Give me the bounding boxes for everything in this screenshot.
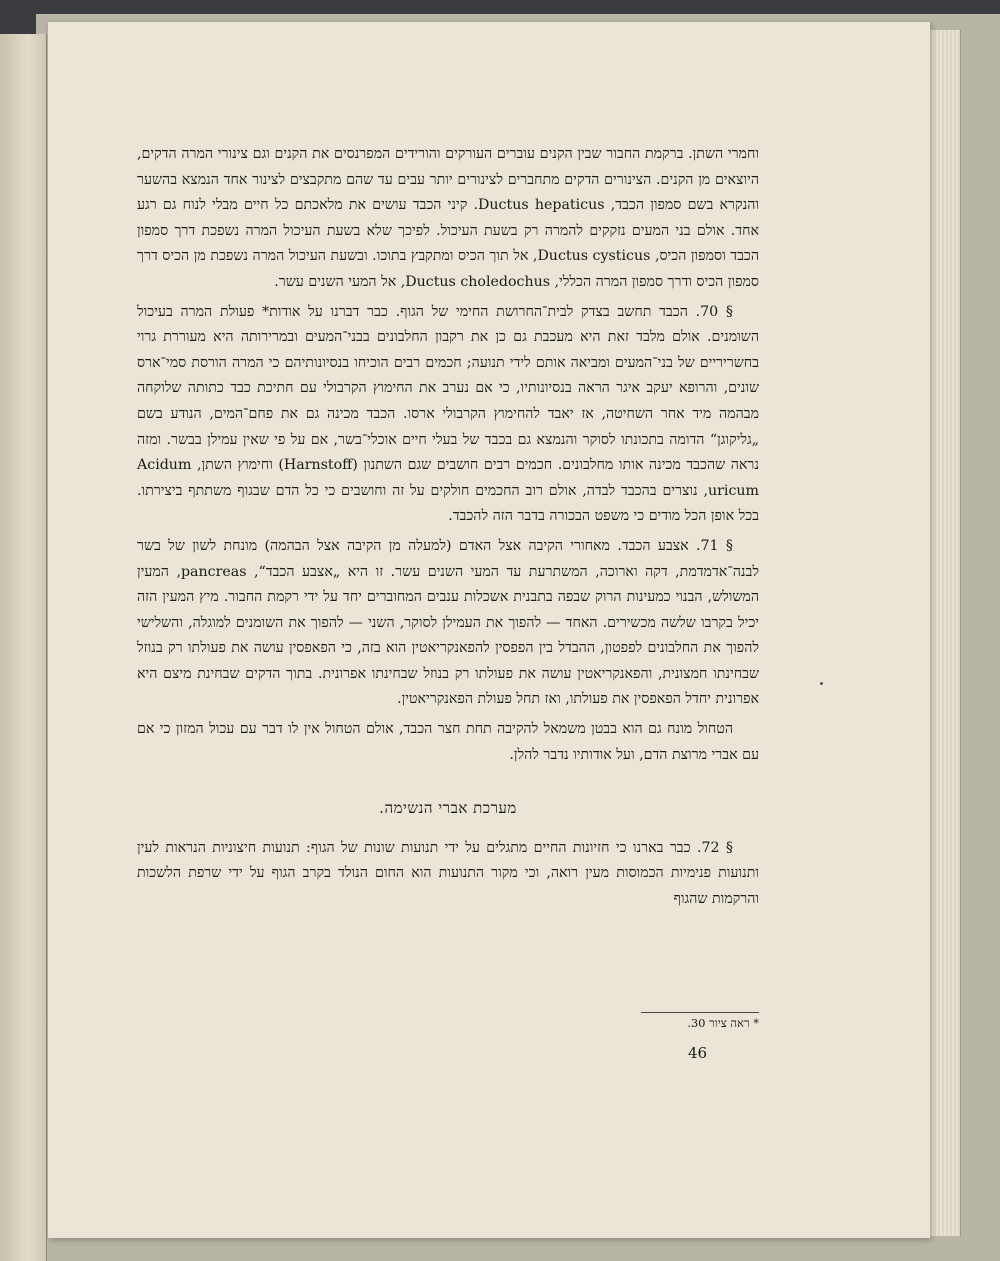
page-number: 46 xyxy=(688,1044,708,1062)
paragraph-72: § 72. כבר בארנו כי חזיונות החיים מתגלים על ידי תנועות שונות של הגוף: תנועות חיצוניות הנראות לעין ותנועות פנימיות הכמוסות מעין רואה, וכי מקור התנועות הוא החום הנולד בקרב הגוף על ידי שרפת הלשכות והרקמות שהגוף xyxy=(137,839,759,908)
left-page-edge xyxy=(0,34,47,1261)
footnote-rule xyxy=(641,1012,759,1013)
footnote: * ראה ציור 30. xyxy=(687,1016,759,1030)
paragraph-spleen: הטחול מונח גם הוא בבטן משמאל להקיבה תחת חצר הכבד, אולם הטחול אין לו דבר עם עכול המזון כי אם עם אברי מרוצת הדם, ועל אודותיו נדבר להלן. xyxy=(137,721,759,763)
page-stack-edge xyxy=(928,30,961,1236)
page-body xyxy=(137,142,759,917)
paragraph-1: וחמרי השתן. ברקמת החבור שבין הקנים עוברים העורקים והורידים המפרנסים את הקנים וגם צינורי המרה הדקים, היוצאים מן הקנים. הצינורים הדקים מתחברים לצינורים יותר עבים עד שהם מתקבצים לצינור אחד הנמצא בהשער והנקרא בשם סמפון הכבד, Ductus hepaticus. קיני הכבד עושים את מלאכתם כל חיים מבלי לנוח גם רגע אחד. אולם בני המעים נזקקים להמרה רק בשעת העיכול. לפיכך שלא בשעת העיכול המרה נשפכת דרך סמפון הכבד וסמפון הכיס, Ductus cysticus, אל תוך הכיס ומתקבץ בתוכו. ובשעת העיכול המרה נשפכת מן הכיס דרך סמפון הכיס ודרך סמפון המרה הכללי, Ductus choledochus, אל המעי השנים עשר. xyxy=(137,146,760,290)
section-heading: מערכת אברי הנשימה. xyxy=(379,799,517,818)
paragraph-71: § 71. אצבע הכבד. מאחורי הקיבה אצל האדם (למעלה מן הקיבה אצל הבהמה) מונחת לשון של בשר לבנה־אדמדמת, דקה וארוכה, המשתרעת עד המעי השנים עשר. זו היא „אצבע הכבד“, pancreas, המעין המשולש, הבנוי כמעינות הרוק שבפה בתבנית אשכלות ענבים המחוברים יחד על ידי רקמת החבור. מיץ המעין הזה יכיל בקרבו שלשה מכשירים. האחד — להפוך את העמילן לסוקר, השני — להפוך את השומנים למוגלה, והשלישי להפוך את החלבונים לפפטון, ההבדל בין הפפסין להפאנקריאטין הוא בזה, כי הפאפסין עושה את פעולתו רק בנוזל שבחינתו חמצונית, והפאנקריאטין עושה את פעולתו רק בנוזל שבחינתו אפרונית. בתוך הדקים שבחינת מיצם היא אפרונית יחדל הפאפסין את פעולתו, ואז תחל פעולת הפאנקריאטין. xyxy=(137,537,759,708)
paragraph-70: § 70. הכבד תחשב בצדק לבית־החרושת החימי של הגוף. כבר דברנו על אודות* פעולת המרה בעיכול השומנים. אולם מלבד זאת היא מעכבת גם כן את רקבון החלבונים בבני־המעים ובמרירותה היא מעוררת גרוי בחשריריים של בני־המעים ומביאה אותם לידי תנועה; חכמים רבים הוכיחו בנסיונותיהם כי המרה הורסת סמי־ארס שונים, והרופא יעקב איגר הראה בנסיונותיו, כי אם נערב את החימוץ הקרבולי עם חתיכת כבד כתותה שלוקחה מבהמה מיד אחר השחיטה, אז יאבד להחימוץ הקרבולי ארסו. הכבד מכינה גם את פחם־המים, הנודע בשם „גליקוגן“ הדומה בתכונתו לסוקר והנמצא גם בכבד של בעלי חיים אוכלי־בשר, אם על פי שאין עמילן בבשר. ומזה נראה שהכבד מכינה אותו מחלבונים. חכמים רבים חושבים שגם השתנון (Harnstoff) וחימוץ השתן, Acidum uricum, נוצרים בהכבד לבדה, אולם רוב החכמים חולקים על זה וחושבים כי כל הדם שבגוף משתתף ביצירתו. בכל אופן הכל מודים כי משפט הבכורה בדבר הזה להכבד. xyxy=(137,303,759,525)
margin-mark xyxy=(820,682,823,685)
book-page xyxy=(48,22,930,1238)
